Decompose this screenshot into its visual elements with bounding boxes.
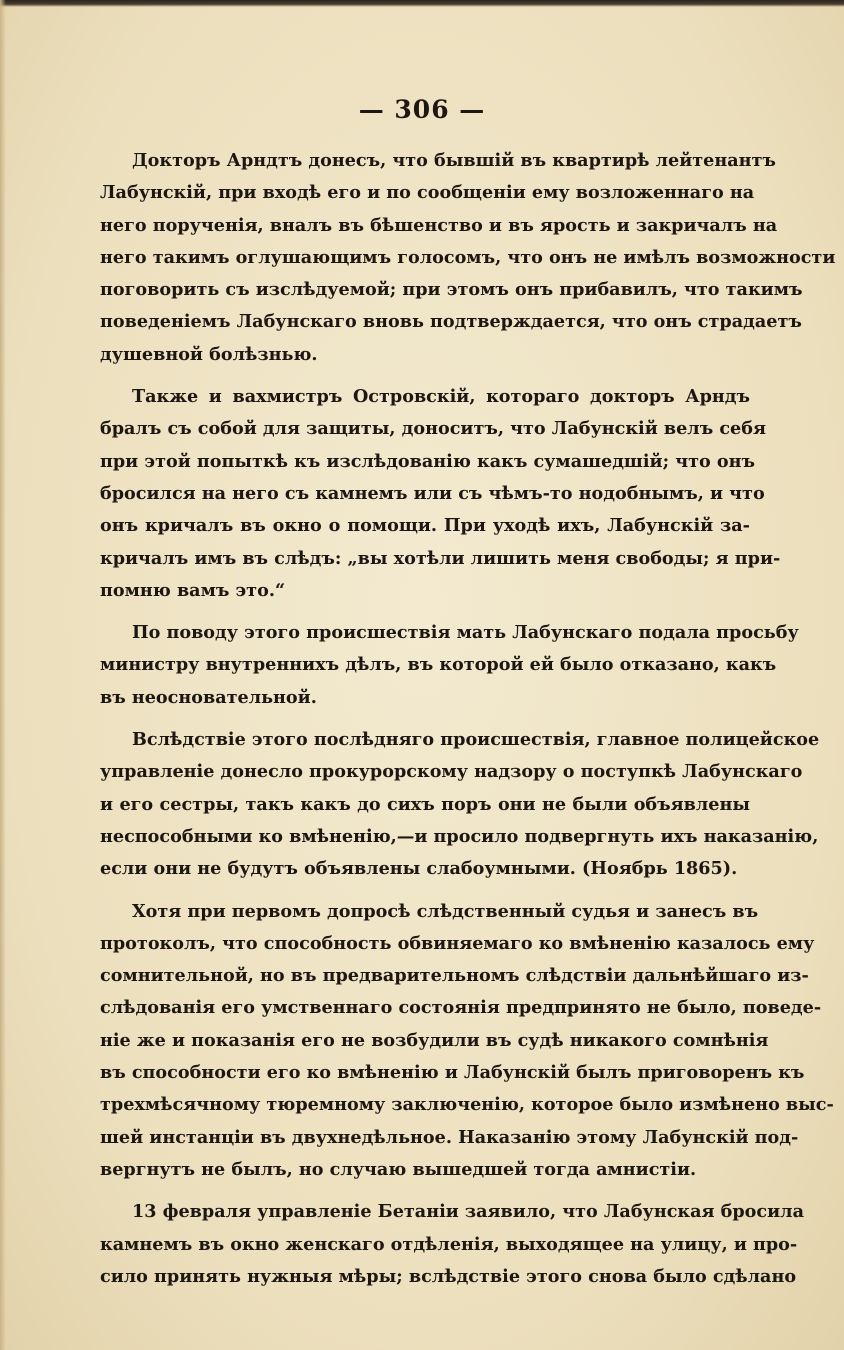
text-line: въ способности его ко вмѣненію и Лабунскій былъ приговоренъ къ bbox=[100, 1062, 805, 1084]
text-line: 13 февраля управленіе Бетаніи заявило, что Лабунская бросила bbox=[132, 1201, 804, 1223]
text-line: и его сестры, такъ какъ до сихъ поръ они не были объявлены bbox=[100, 793, 750, 815]
page-binding-edge bbox=[0, 0, 6, 1350]
text-line: Вслѣдствіе этого послѣдняго происшествія, главное полицейское bbox=[132, 729, 820, 751]
text-line: поведеніемъ Лабунскаго вновь подтверждается, что онъ страдаетъ bbox=[100, 311, 802, 333]
text-line: слѣдованія его умственнаго состоянія предпринято не было, поведе- bbox=[100, 997, 822, 1019]
text-line: ніе же и показанія его не возбудили въ судѣ никакого сомнѣнія bbox=[100, 1029, 769, 1051]
paragraph bbox=[100, 145, 836, 371]
text-line: Также и вахмистръ Островскій, котораго докторъ Арндъ bbox=[132, 386, 750, 408]
text-line: бросился на него съ камнемъ или съ чѣмъ-то нодобнымъ, и что bbox=[100, 482, 765, 504]
paragraph bbox=[100, 724, 820, 885]
text-line: протоколъ, что способность обвиняемаго ко вмѣненію казалось ему bbox=[100, 932, 815, 954]
text-line: министру внутреннихъ дѣлъ, въ которой ей было отказано, какъ bbox=[100, 654, 777, 676]
text-line: Лабунскій, при входѣ его и по сообщеніи ему возложеннаго на bbox=[100, 182, 755, 204]
page-number: — 306 — bbox=[358, 95, 486, 124]
text-line: трехмѣсячному тюремному заключенію, которое было измѣнено выс- bbox=[100, 1094, 834, 1116]
page-top-edge bbox=[0, 0, 844, 7]
text-line: сило принять нужныя мѣры; вслѣдствіе этого снова было сдѣлано bbox=[100, 1265, 797, 1287]
paragraph bbox=[100, 617, 799, 714]
text-line: душевной болѣзнью. bbox=[100, 343, 318, 365]
text-line: бралъ съ собой для защиты, доноситъ, что Лабунскій велъ себя bbox=[100, 418, 766, 440]
text-line: Докторъ Арндтъ донесъ, что бывшій въ квартирѣ лейтенантъ bbox=[132, 150, 776, 171]
paragraph bbox=[100, 381, 781, 607]
text-line: помню вамъ это.“ bbox=[100, 579, 286, 601]
text-line: По поводу этого происшествія мать Лабунскаго подала просьбу bbox=[132, 622, 799, 644]
text-line: него такимъ оглушающимъ голосомъ, что онъ не имѣлъ возможности bbox=[100, 246, 836, 268]
text-line: сомнительной, но въ предварительномъ слѣдствіи дальнѣйшаго из- bbox=[100, 965, 809, 987]
text-line: поговорить съ изслѣдуемой; при этомъ онъ прибавилъ, что такимъ bbox=[100, 279, 803, 301]
text-line: вергнутъ не былъ, но случаю вышедшей тогда амнистіи. bbox=[100, 1158, 697, 1180]
text-line: камнемъ въ окно женскаго отдѣленія, выходящее на улицу, и про- bbox=[100, 1233, 798, 1255]
text-line: онъ кричалъ въ окно о помощи. При уходѣ ихъ, Лабунскій за- bbox=[100, 515, 750, 537]
text-line: кричалъ имъ въ слѣдъ: „вы хотѣли лишить меня свободы; я при- bbox=[100, 547, 781, 569]
text-line: шей инстанціи въ двухнедѣльное. Наказанію этому Лабунскій под- bbox=[100, 1126, 799, 1148]
text-line: управленіе донесло прокурорскому надзору о поступкѣ Лабунскаго bbox=[100, 761, 803, 783]
text-line: при этой попыткѣ къ изслѣдованію какъ сумашедшій; что онъ bbox=[100, 450, 755, 472]
body-text bbox=[100, 145, 836, 1303]
paragraph bbox=[100, 896, 834, 1187]
text-line: Хотя при первомъ допросѣ слѣдственный судья и занесъ въ bbox=[132, 900, 759, 922]
text-line: неспособными ко вмѣненію,—и просило подвергнуть ихъ наказанію, bbox=[100, 825, 819, 847]
text-line: если они не будутъ объявлены слабоумными. (Ноябрь 1865). bbox=[100, 858, 738, 880]
text-line: него порученія, вналъ въ бѣшенство и въ ярость и закричалъ на bbox=[100, 214, 778, 236]
paragraph bbox=[100, 1196, 804, 1293]
text-line: въ неосновательной. bbox=[100, 686, 317, 708]
